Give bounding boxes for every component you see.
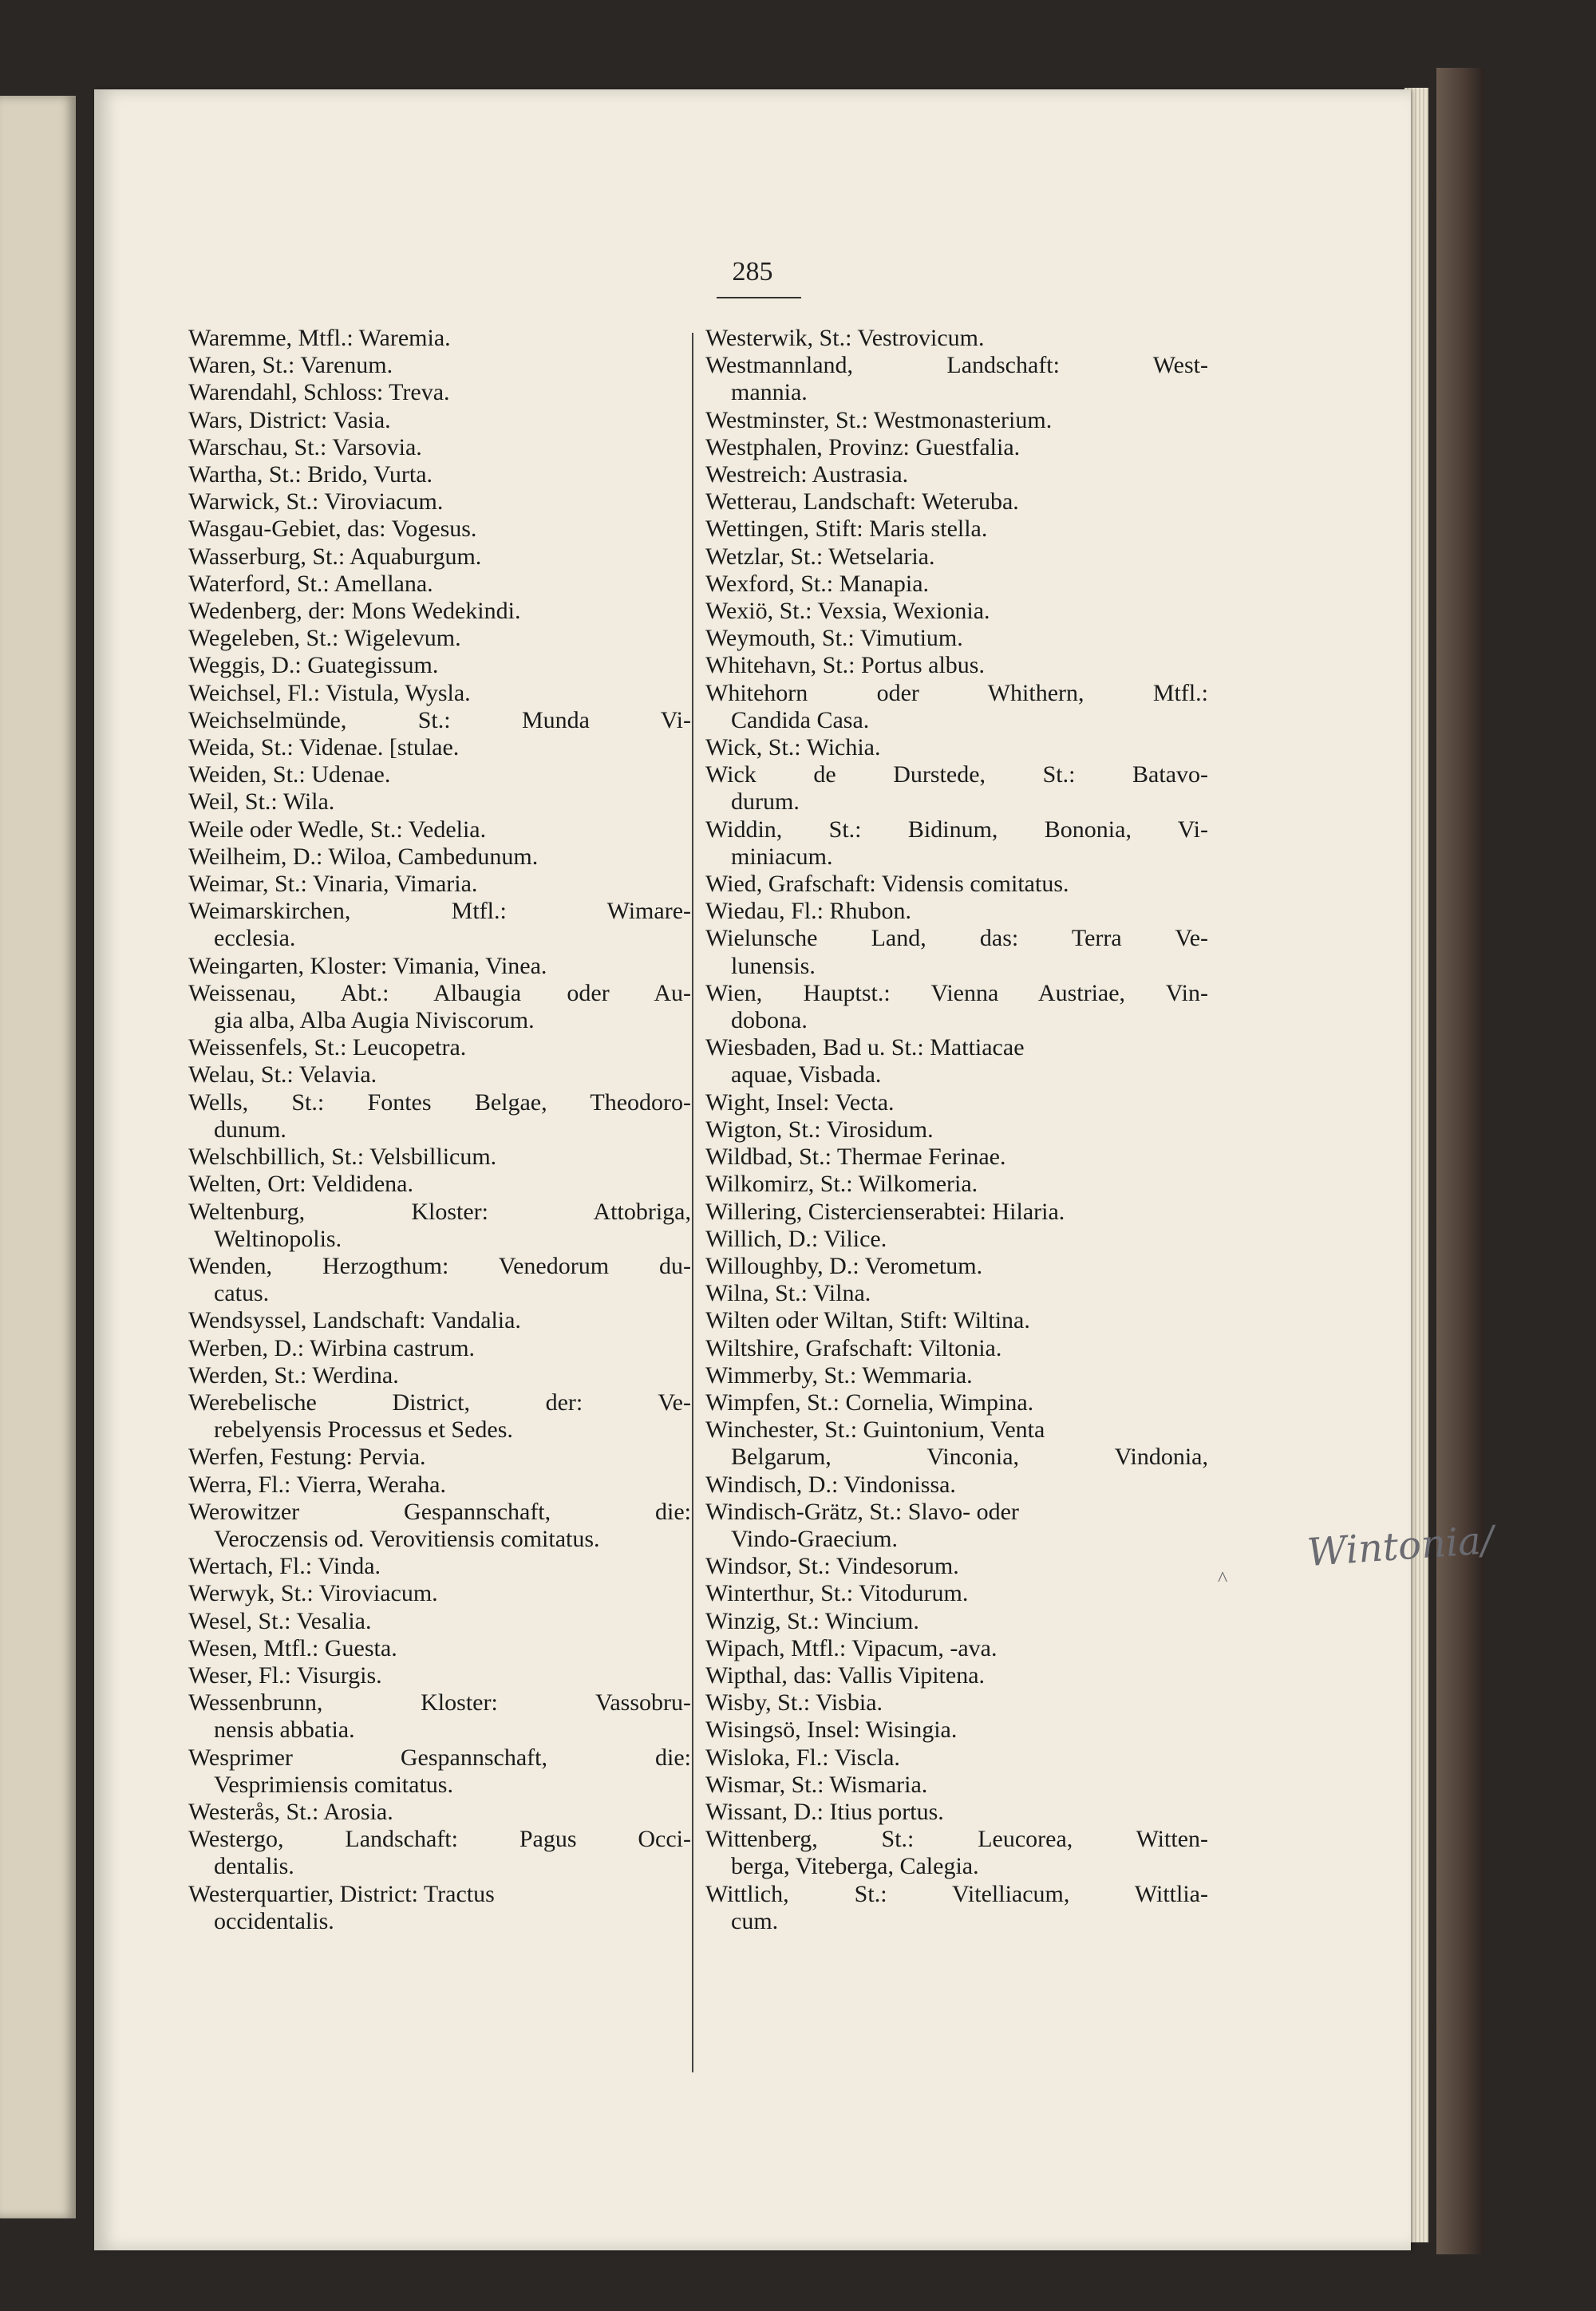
entry-line: Weil, St.: Wila. (188, 788, 335, 816)
entry-line: Wimpfen, St.: Cornelia, Wimpina. (705, 1389, 1034, 1416)
right-column (705, 325, 1208, 1935)
entry-line: Winzig, St.: Wincium. (705, 1607, 919, 1634)
entry-line: Willich, D.: Vilice. (705, 1225, 887, 1252)
entry-line: Westphalen, Provinz: Guestfalia. (705, 433, 1021, 460)
entry-line: dobona. (731, 1007, 808, 1034)
entry-line: Weissenfels, St.: Leucopetra. (188, 1034, 467, 1061)
entry-line: Wettingen, Stift: Maris stella. (705, 516, 988, 543)
entry-line: Wasgau-Gebiet, das: Vogesus. (188, 516, 477, 543)
page-number: 285 (732, 257, 773, 286)
entry-line: Wetzlar, St.: Wetselaria. (705, 543, 935, 570)
entry-line: Wetterau, Landschaft: Weteruba. (705, 488, 1019, 516)
entry-line: Westmannland, Landschaft: West- (705, 352, 1208, 379)
entry-line: Weida, St.: Videnae. [stulae. (188, 734, 460, 761)
entry-line: Wiltshire, Grafschaft: Viltonia. (705, 1334, 1002, 1361)
entry-line: catus. (214, 1280, 270, 1307)
entry-line: Wien, Hauptst.: Vienna Austriae, Vin- (705, 979, 1208, 1006)
entry-line: Weimar, St.: Vinaria, Vimaria. (188, 871, 478, 898)
entry-line: Westergo, Landschaft: Pagus Occi- (188, 1826, 691, 1853)
entry-line: Weingarten, Kloster: Vimania, Vinea. (188, 952, 547, 979)
entry-line: ecclesia. (214, 925, 296, 952)
entry-line: Whitehorn oder Whithern, Mtfl.: (705, 679, 1208, 706)
entry-line: Waterford, St.: Amellana. (188, 570, 433, 597)
entry-line: Wittenberg, St.: Leucorea, Witten- (705, 1826, 1208, 1853)
entry-line: Wexford, St.: Manapia. (705, 570, 930, 597)
entry-line: Willering, Cistercienserabtei: Hilaria. (705, 1198, 1065, 1225)
entry-line: Wilkomirz, St.: Wilkomeria. (705, 1171, 978, 1198)
entry-line: Warendahl, Schloss: Treva. (188, 379, 450, 406)
entry-line: Westreich: Austrasia. (705, 461, 909, 488)
entry-line: Wigton, St.: Virosidum. (705, 1116, 934, 1143)
entry-line: Wars, District: Vasia. (188, 406, 391, 433)
entry-line: durum. (731, 788, 800, 816)
entry-line: Wasserburg, St.: Aquaburgum. (188, 543, 482, 570)
entry-line: Wisingsö, Insel: Wisingia. (705, 1716, 958, 1744)
entry-line: miniacum. (731, 843, 833, 870)
entry-line: Wildbad, St.: Thermae Ferinae. (705, 1144, 1006, 1171)
entry-line: Candida Casa. (731, 706, 870, 733)
entry-line: Wendsyssel, Landschaft: Vandalia. (188, 1307, 521, 1334)
entry-line: cum. (731, 1907, 779, 1934)
entry-line: Welschbillich, St.: Velsbillicum. (188, 1144, 497, 1171)
entry-line: Weile oder Wedle, St.: Vedelia. (188, 816, 487, 843)
entry-line: Waren, St.: Varenum. (188, 352, 393, 379)
entry-line: Wesel, St.: Vesalia. (188, 1607, 372, 1634)
entry-line: Welten, Ort: Veldidena. (188, 1171, 413, 1198)
entry-line: Weltenburg, Kloster: Attobriga, (188, 1198, 691, 1225)
entry-line: berga, Viteberga, Calegia. (731, 1853, 979, 1880)
entry-line: Wiedau, Fl.: Rhubon. (705, 898, 911, 925)
entry-line: Westerås, St.: Arosia. (188, 1798, 393, 1825)
entry-line: Wegeleben, St.: Wigelevum. (188, 625, 461, 652)
column-divider (692, 333, 693, 2072)
entry-line: Waremme, Mtfl.: Waremia. (188, 325, 451, 351)
entry-line: Wittlich, St.: Vitelliacum, Wittlia- (705, 1880, 1208, 1907)
entry-line: Weichselmünde, St.: Munda Vi- (188, 706, 691, 733)
entry-line: lunensis. (731, 952, 816, 979)
entry-line: Weser, Fl.: Visurgis. (188, 1661, 382, 1689)
entry-line: dentalis. (214, 1853, 294, 1880)
entry-line: Wesen, Mtfl.: Guesta. (188, 1634, 397, 1661)
entry-line: Vindo-Graecium. (731, 1525, 898, 1552)
entry-line: Wexiö, St.: Vexsia, Wexionia. (705, 598, 990, 625)
book-cover-edge (1436, 68, 1484, 2254)
handwritten-caret: ^ (1218, 1567, 1228, 1590)
entry-line: Werebelische District, der: Ve- (188, 1389, 691, 1416)
entry-line: rebelyensis Processus et Sedes. (214, 1416, 513, 1444)
entry-line: Werden, St.: Werdina. (188, 1361, 399, 1389)
book-page (94, 89, 1495, 2250)
entry-line: Wessenbrunn, Kloster: Vassobru- (188, 1689, 691, 1716)
entry-line: Windisch-Grätz, St.: Slavo- oder (705, 1498, 1019, 1525)
left-column (188, 325, 691, 1935)
entry-line: Werra, Fl.: Vierra, Weraha. (188, 1471, 446, 1498)
entry-line: gia alba, Alba Augia Niviscorum. (214, 1007, 535, 1034)
entry-line: Wisby, St.: Visbia. (705, 1689, 883, 1716)
entry-line: Winterthur, St.: Vitodurum. (705, 1580, 969, 1607)
entry-line: Widdin, St.: Bidinum, Bononia, Vi- (705, 816, 1208, 843)
entry-line: Wismar, St.: Wismaria. (705, 1771, 928, 1798)
entry-line: aquae, Visbada. (731, 1061, 882, 1088)
entry-line: Wipach, Mtfl.: Vipacum, -ava. (705, 1634, 998, 1661)
entry-line: Wight, Insel: Vecta. (705, 1088, 895, 1116)
entry-line: Wied, Grafschaft: Vidensis comitatus. (705, 871, 1069, 898)
entry-line: Warschau, St.: Varsovia. (188, 433, 422, 460)
entry-line: Werben, D.: Wirbina castrum. (188, 1334, 476, 1361)
handwritten-annotation: Wintonia/ (1306, 1517, 1495, 1576)
entry-line: Weltinopolis. (214, 1225, 342, 1252)
entry-line: Windisch, D.: Vindonissa. (705, 1471, 956, 1498)
entry-line: Vesprimiensis comitatus. (214, 1771, 453, 1798)
entry-line: Weilheim, D.: Wiloa, Cambedunum. (188, 843, 539, 870)
entry-line: Wilna, St.: Vilna. (705, 1280, 871, 1307)
entry-line: Wisloka, Fl.: Viscla. (705, 1744, 900, 1771)
entry-line: Werowitzer Gespannschaft, die: (188, 1498, 691, 1525)
facing-page-edge (0, 96, 76, 2218)
entry-line: Wick, St.: Wichia. (705, 734, 881, 761)
entry-line: Windsor, St.: Vindesorum. (705, 1553, 959, 1580)
entry-line: Wertach, Fl.: Vinda. (188, 1553, 381, 1580)
entry-line: dunum. (214, 1116, 286, 1143)
entry-line: Werwyk, St.: Viroviacum. (188, 1580, 438, 1607)
entry-line: Wells, St.: Fontes Belgae, Theodoro- (188, 1088, 691, 1116)
entry-line: Weymouth, St.: Vimutium. (705, 625, 963, 652)
entry-line: Westerquartier, District: Tractus (188, 1880, 495, 1907)
entry-line: Wartha, St.: Brido, Vurta. (188, 461, 433, 488)
entry-line: Weimarskirchen, Mtfl.: Wimare- (188, 898, 691, 925)
entry-line: Veroczensis od. Verovitiensis comitatus. (214, 1525, 600, 1552)
entry-line: Wiesbaden, Bad u. St.: Mattiacae (705, 1034, 1025, 1061)
entry-line: Wilten oder Wiltan, Stift: Wiltina. (705, 1307, 1030, 1334)
entry-line: Weissenau, Abt.: Albaugia oder Au- (188, 979, 691, 1006)
entry-line: Wissant, D.: Itius portus. (705, 1798, 944, 1825)
entry-line: nensis abbatia. (214, 1716, 355, 1744)
entry-line: Willoughby, D.: Verometum. (705, 1252, 983, 1279)
entry-line: Wesprimer Gespannschaft, die: (188, 1744, 691, 1771)
entry-line: Wenden, Herzogthum: Venedorum du- (188, 1252, 691, 1279)
entry-line: Westminster, St.: Westmonasterium. (705, 406, 1053, 433)
entry-line: Wipthal, das: Vallis Vipitena. (705, 1661, 986, 1689)
entry-line: Whitehavn, St.: Portus albus. (705, 652, 985, 679)
entry-line: Werfen, Festung: Pervia. (188, 1444, 426, 1471)
header-rule (717, 297, 801, 298)
entry-line: Wick de Durstede, St.: Batavo- (705, 761, 1208, 788)
entry-line: Wimmerby, St.: Wemmaria. (705, 1361, 973, 1389)
entry-line: Weggis, D.: Guategissum. (188, 652, 439, 679)
entry-line: Wielunsche Land, das: Terra Ve- (705, 925, 1208, 952)
entry-line: Warwick, St.: Viroviacum. (188, 488, 444, 516)
entry-line: Belgarum, Vinconia, Vindonia, (731, 1444, 1208, 1471)
entry-line: Welau, St.: Velavia. (188, 1061, 377, 1088)
entry-line: mannia. (731, 379, 808, 406)
entry-line: Weichsel, Fl.: Vistula, Wysla. (188, 679, 471, 706)
entry-line: Winchester, St.: Guintonium, Venta (705, 1416, 1045, 1444)
entry-line: Wedenberg, der: Mons Wedekindi. (188, 598, 521, 625)
entry-line: Westerwik, St.: Vestrovicum. (705, 325, 985, 351)
entry-line: Weiden, St.: Udenae. (188, 761, 391, 788)
entry-line: occidentalis. (214, 1907, 334, 1934)
